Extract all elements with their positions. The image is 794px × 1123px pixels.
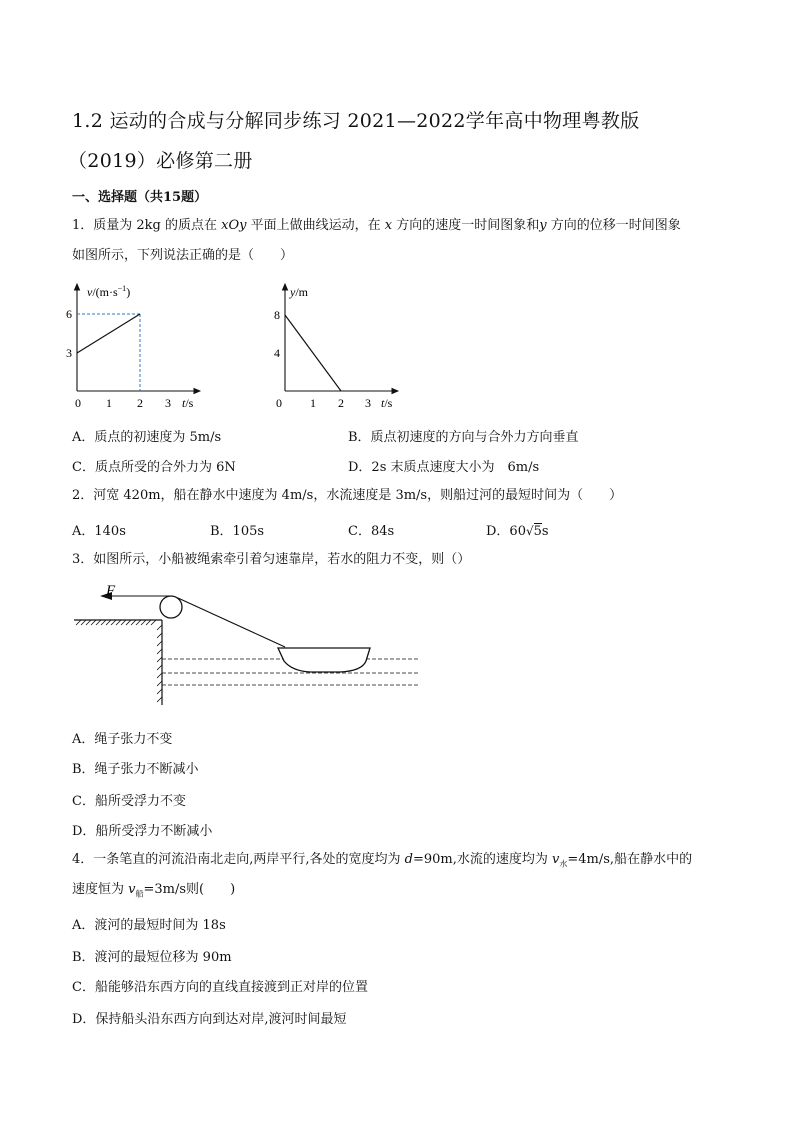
x-axis-label: t/s bbox=[182, 396, 194, 410]
boat-hull bbox=[278, 648, 370, 672]
x-tick-3: 3 bbox=[365, 396, 371, 410]
q1-vt-graph bbox=[60, 278, 210, 413]
q4-option-b[interactable]: B．渡河的最短位移为 90m bbox=[72, 950, 232, 965]
q1-option-c[interactable]: C．质点所受的合外力为 6N bbox=[72, 460, 236, 475]
y-tick-8: 8 bbox=[274, 308, 280, 322]
y-axis-label: y/m bbox=[290, 285, 308, 299]
q4-option-d[interactable]: D．保持船头沿东西方向到达对岸,渡河时间最短 bbox=[72, 1012, 347, 1027]
q4-option-a[interactable]: A．渡河的最短时间为 18s bbox=[72, 918, 226, 933]
q1-yt-graph bbox=[268, 278, 408, 413]
force-label: F bbox=[106, 585, 116, 599]
q2-option-b[interactable]: B．105s bbox=[210, 524, 265, 539]
q1-option-d[interactable]: D．2s 末质点速度大小为 6m/s bbox=[348, 460, 540, 475]
q1-stem-line1: 1．质量为 2kg 的质点在 xOy 平面上做曲线运动，在 x 方向的速度一时间图象和y 方向的位移一时间图象 bbox=[72, 218, 681, 233]
q3-option-c[interactable]: C．船所受浮力不变 bbox=[72, 794, 186, 809]
q2-stem: 2．河宽 420m，船在静水中速度为 4m/s，水流速度是 3m/s，则船过河的最短时间为（ ） bbox=[72, 488, 623, 503]
q3-option-d[interactable]: D．船所受浮力不断减小 bbox=[72, 824, 213, 839]
pulley bbox=[160, 596, 182, 618]
x-tick-0: 0 bbox=[75, 396, 81, 410]
rope-boat bbox=[178, 598, 285, 647]
q2-option-a[interactable]: A．140s bbox=[72, 524, 126, 539]
x-axis-label: t/s bbox=[381, 396, 393, 410]
q3-boat-diagram bbox=[70, 585, 430, 710]
x-tick-0: 0 bbox=[276, 396, 282, 410]
q1-option-a[interactable]: A．质点的初速度为 5m/s bbox=[72, 430, 222, 445]
velocity-line bbox=[77, 314, 140, 353]
displacement-line bbox=[285, 315, 341, 391]
q2-option-c[interactable]: C．84s bbox=[348, 524, 395, 539]
x-tick-2: 2 bbox=[137, 396, 143, 410]
doc-title-line2: （2019）必修第二册 bbox=[68, 150, 253, 172]
q4-stem-line2: 速度恒为 $v_船=3m/s$则( ) bbox=[72, 882, 236, 899]
q2-option-d[interactable]: D．60√5s bbox=[486, 524, 549, 539]
doc-title-line1: 1.2 运动的合成与分解同步练习 2021—2022学年高中物理粤教版 bbox=[72, 110, 640, 132]
section-heading: 一、选择题（共15题） bbox=[72, 190, 208, 205]
y-tick-4: 4 bbox=[274, 346, 280, 360]
q4-option-c[interactable]: C．船能够沿东西方向的直线直接渡到正对岸的位置 bbox=[72, 980, 368, 995]
y-axis-label: $v/(m\cdot s^{-1})$ bbox=[87, 284, 131, 299]
q3-option-b[interactable]: B．绳子张力不断减小 bbox=[72, 762, 199, 777]
sqrt-symbol: √ bbox=[525, 524, 534, 538]
q1-option-b[interactable]: B．质点初速度的方向与合外力方向垂直 bbox=[348, 430, 579, 445]
bank-top-hatch bbox=[76, 620, 156, 625]
q3-option-a[interactable]: A．绳子张力不变 bbox=[72, 732, 173, 747]
q3-stem: 3．如图所示，小船被绳索牵引着匀速靠岸，若水的阻力不变，则（） bbox=[72, 552, 471, 567]
x-tick-1: 1 bbox=[106, 396, 112, 410]
bank-wall-hatch bbox=[157, 625, 162, 702]
y-tick-6: 6 bbox=[66, 307, 72, 321]
q4-stem-line1: 4．一条笔直的河流沿南北走向,两岸平行,各处的宽度均为 d=90m,水流的速度均为 $v_水=4m/s$,船在静水中的 bbox=[72, 852, 693, 869]
x-tick-2: 2 bbox=[338, 396, 344, 410]
y-tick-3: 3 bbox=[66, 346, 72, 360]
x-tick-1: 1 bbox=[310, 396, 316, 410]
q1-stem-line2: 如图所示，下列说法正确的是（ ） bbox=[72, 248, 294, 263]
x-tick-3: 3 bbox=[165, 396, 171, 410]
